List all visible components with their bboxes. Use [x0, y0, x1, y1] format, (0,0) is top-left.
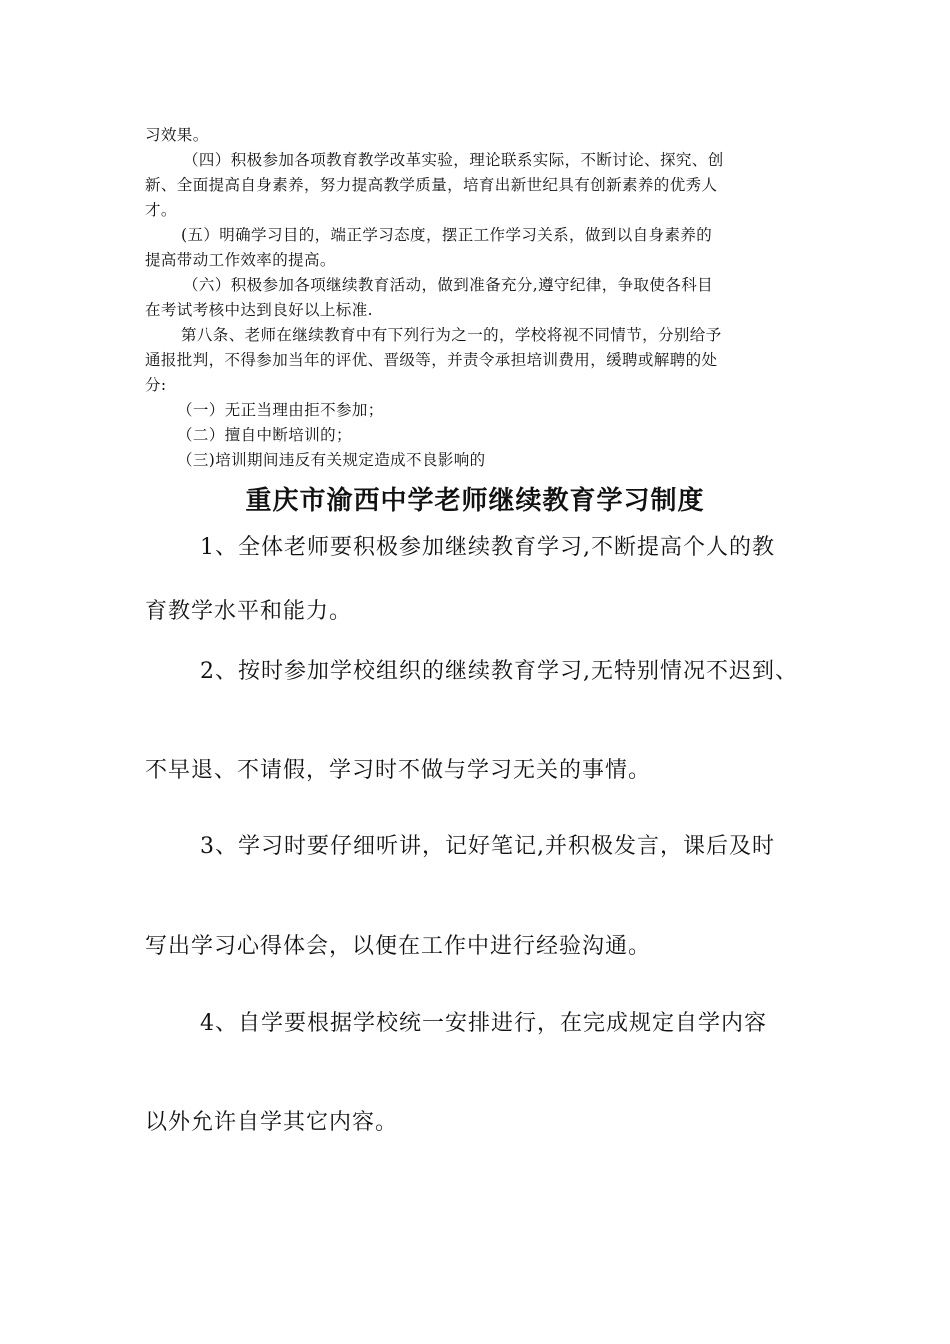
text-line: 分: [145, 376, 167, 394]
text-line: 提高带动工作效率的提高。 [145, 251, 336, 269]
rule-2-line-2: 不早退、不请假，学习时不做与学习无关的事情。 [145, 758, 652, 783]
text-line: （四）积极参加各项教育教学改革实验，理论联系实际，不断讨论、探究、创 [183, 151, 724, 169]
text-line: 才。 [145, 201, 177, 219]
text-line: (五）明确学习目的，端正学习态度，摆正工作学习关系，做到以自身素养的 [181, 226, 713, 244]
text-line: 新、全面提高自身素养，努力提高教学质量，培育出新世纪具有创新素养的优秀人 [145, 176, 718, 194]
document-title: 重庆市渝西中学老师继续教育学习制度 [245, 486, 705, 516]
rule-3-line-1: 3、学习时要仔细听讲，记好笔记,并积极发言，课后及时 [200, 834, 775, 859]
text-line: （二）擅自中断培训的； [177, 426, 352, 444]
rule-1-line-1: 1、全体老师要积极参加继续教育学习,不断提高个人的教 [200, 535, 775, 560]
upper-section [145, 123, 810, 473]
rule-3-line-2: 写出学习心得体会，以便在工作中进行经验沟通。 [145, 934, 652, 959]
rule-2-line-1: 2、按时参加学校组织的继续教育学习,无特别情况不迟到、 [200, 659, 798, 684]
rule-4-line-1: 4、自学要根据学校统一安排进行，在完成规定自学内容 [200, 1011, 767, 1036]
text-line: （六）积极参加各项继续教育活动，做到准备充分,遵守纪律，争取使各科目 [183, 276, 714, 294]
text-line: 第八条、老师在继续教育中有下列行为之一的，学校将视不同情节，分别给予 [181, 326, 722, 344]
text-line: （三)培训期间违反有关规定造成不良影响的 [177, 451, 486, 469]
text-line: 通报批判，不得参加当年的评优、晋级等，并责令承担培训费用，缓聘或解聘的处 [145, 351, 718, 369]
rule-4-line-2: 以外允许自学其它内容。 [145, 1110, 399, 1135]
text-line: （一）无正当理由拒不参加； [177, 401, 384, 419]
rule-1-line-2: 育教学水平和能力。 [145, 599, 353, 624]
text-line: 在考试考核中达到良好以上标准. [145, 301, 373, 319]
text-line: 习效果。 [145, 126, 209, 144]
